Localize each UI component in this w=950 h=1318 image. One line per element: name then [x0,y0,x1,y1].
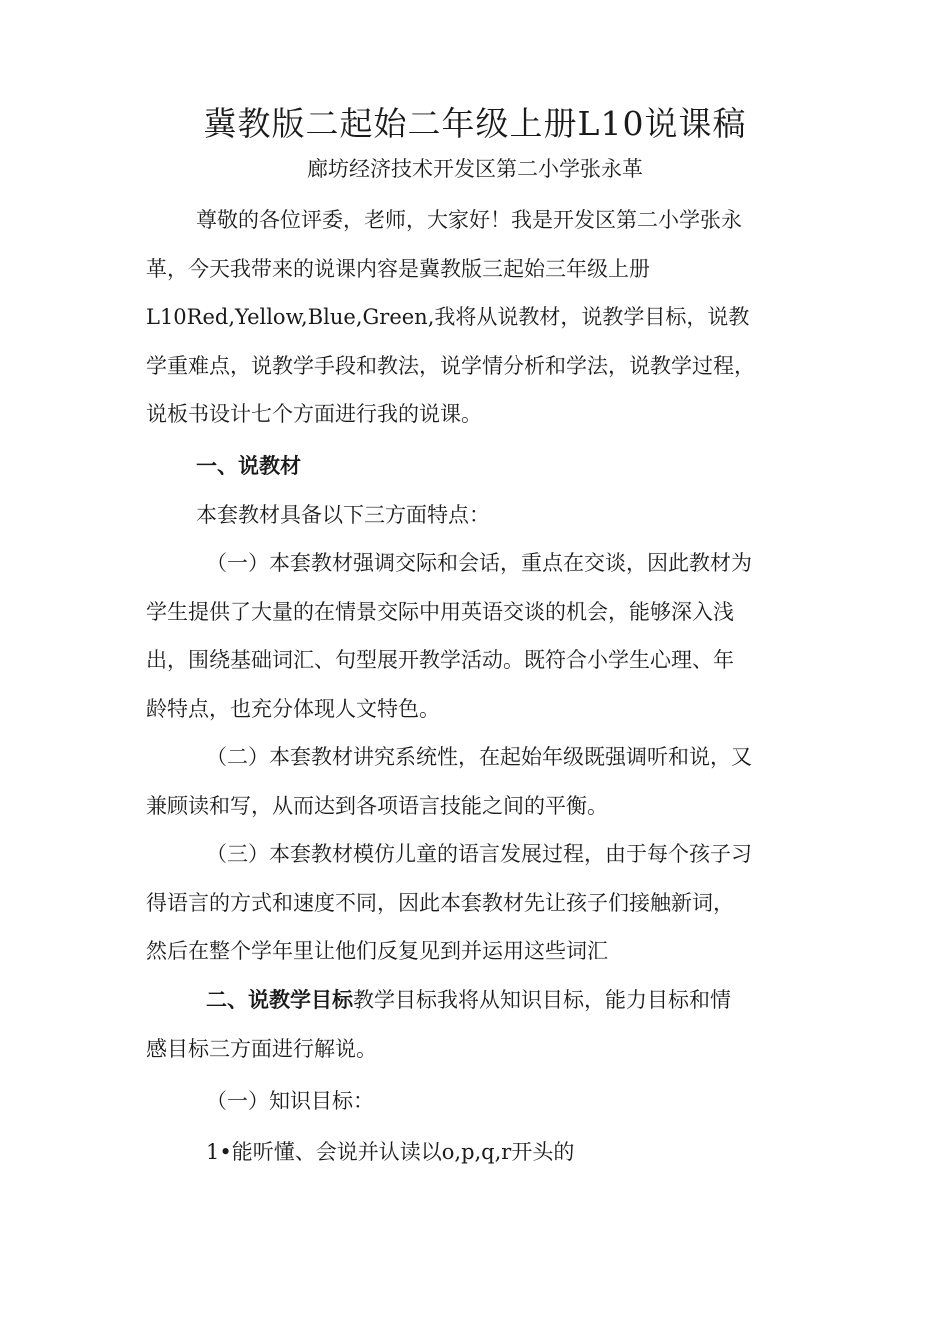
document-title: 冀教版二起始二年级上册L10说课稿 [203,104,747,143]
text-line: （二）本套教材讲究系统性，在起始年级既强调听和说，又 [206,745,752,769]
text-line: 说板书设计七个方面进行我的说课。 [146,402,482,426]
text-line: （一）本套教材强调交际和会话，重点在交谈，因此教材为 [206,551,752,575]
text-line: 得语言的方式和速度不同，因此本套教材先让孩子们接触新词， [146,890,734,915]
text-line: 出，围绕基础词汇、句型展开教学活动。既符合小学生心理、年 [146,648,734,672]
text-line: 学重难点，说教学手段和教法，说学情分析和学法，说教学过程， [146,353,755,378]
document-subtitle: 廊坊经济技术开发区第二小学张永革 [307,157,643,181]
section-1 [146,442,808,976]
text-line: 龄特点，也充分体现人文特色。 [146,696,440,721]
text-line: 革，今天我带来的说课内容是冀教版三起始三年级上册 [146,256,650,281]
intro-paragraph [146,196,808,439]
text-line: 尊敬的各位评委，老师，大家好！我是开发区第二小学张永 [196,208,742,232]
text-line: （三）本套教材模仿儿童的语言发展过程，由于每个孩子习 [206,842,752,866]
section-text: 教学目标我将从知识目标，能力目标和情 [353,988,731,1012]
text-line: （一）知识目标： [206,1089,374,1113]
section-2 [146,976,808,1176]
text-line: 本套教材具备以下三方面特点： [196,502,490,527]
text-line: 感目标三方面进行解说。 [146,1036,377,1061]
section-heading: 二、说教学目标 [206,988,353,1012]
section-heading: 一、说教材 [196,454,301,478]
text-line: 学生提供了大量的在情景交际中用英语交谈的机会，能够深入浅 [146,599,734,624]
text-line: 1•能听懂、会说并认读以o,p,q,r开头的 [206,1139,575,1164]
text-line: 然后在整个学年里让他们反复见到并运用这些词汇 [146,939,608,963]
text-line: 兼顾读和写，从而达到各项语言技能之间的平衡。 [146,793,608,818]
text-line [146,976,808,1025]
text-line: L10Red,Yellow,Blue,Green,我将从说教材，说教学目标，说教 [146,305,750,329]
